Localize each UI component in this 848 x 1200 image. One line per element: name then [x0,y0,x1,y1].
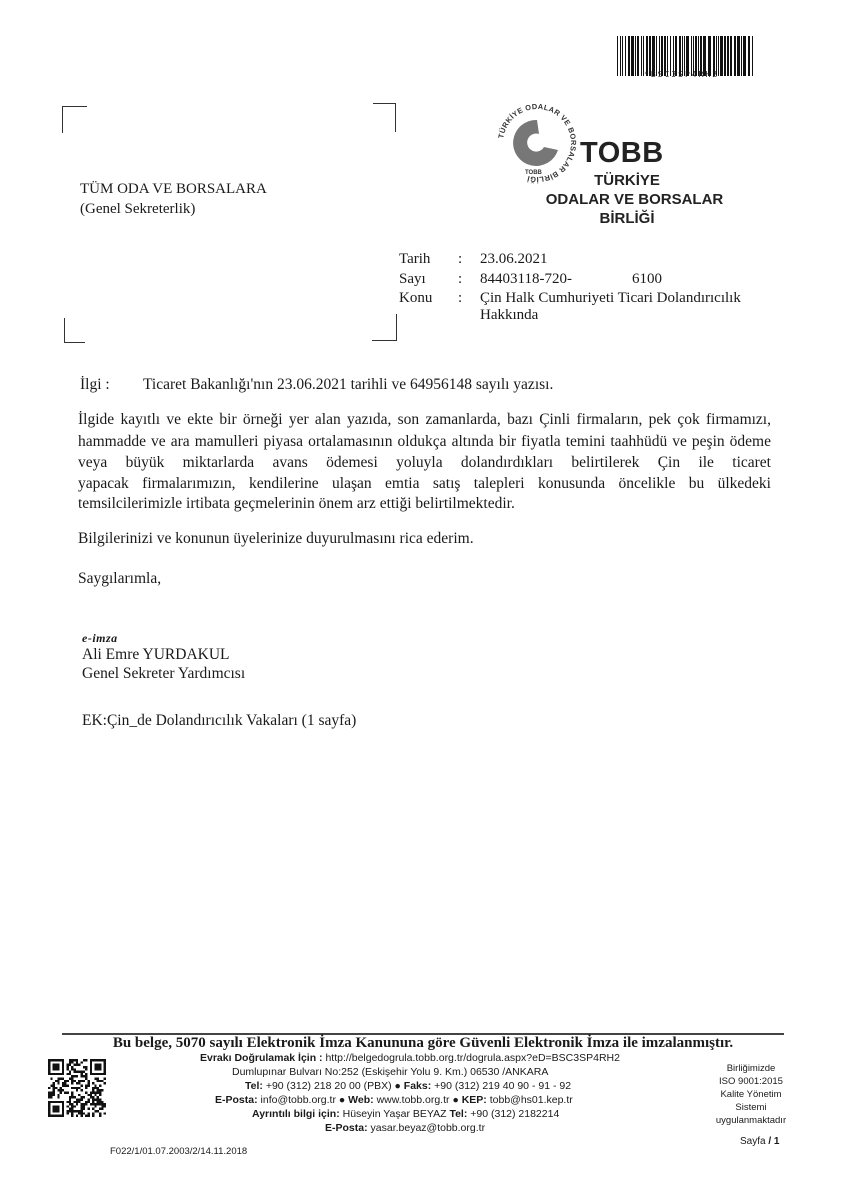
footer-email-value[interactable]: info@tobb.org.tr [260,1094,336,1106]
footer-contact-line [215,1094,573,1106]
paragraph-1-line-4: yapacak firmalarımızın, kendilerine ulaşan emtia satış talepleri konusunda öncelikle bu ülkedeki [78,475,771,492]
addressee-line-1: TÜM ODA VE BORSALARA [80,181,267,197]
footer-tel-label: Tel: [245,1080,263,1092]
footer-info-email-value[interactable]: yasar.beyaz@tobb.org.tr [370,1122,486,1134]
footer-verify-line [200,1052,620,1064]
footer-info-value: Hüseyin Yaşar BEYAZ [342,1108,447,1120]
signer-title: Genel Sekreter Yardımcısı [82,665,246,682]
tarih-colon: : [458,251,463,267]
logo-line-1: TÜRKİYE [594,172,660,189]
footer-signature-notice: Bu belge, 5070 sayılı Elektronik İmza Kanununa göre Güvenli Elektronik İmza ile imzalanmıştır. [112,1035,734,1051]
sayi-number: 6100 [632,271,662,287]
addressee-line-2: (Genel Sekreterlik) [80,201,196,217]
footer-info-line [252,1108,559,1120]
paragraph-1-line-5: temsilcilerimizle irtibata geçmelerinin önem arz ettiği belirtilmektedir. [78,495,515,512]
logo-line-2: ODALAR VE BORSALAR [545,191,724,208]
corner-mark-top-left [62,106,87,133]
footer-bullet: ● [452,1094,459,1106]
paragraph-2: Bilgilerinizi ve konunun üyelerinize duyurulmasını rica ederim. [78,530,474,547]
iso-line-1: Birliğimizde [726,1063,776,1074]
footer-web-value[interactable]: www.tobb.org.tr [376,1094,450,1106]
barcode-text: *BSC3SP4RH2* [644,70,726,79]
seal-ring-text: TÜRKİYE ODALAR VE BORSALAR BİRLİĞİ [496,101,579,185]
footer-phone-line [245,1080,571,1092]
sayi-value: 84403118-720- [480,271,572,287]
attachment-line: EK:Çin_de Dolandırıcılık Vakaları (1 sayfa) [82,712,357,729]
iso-line-4: Sistemi [735,1102,767,1113]
sayi-label: Sayı [399,271,426,287]
e-imza-mark: e-imza [82,631,118,645]
signer-name: Ali Emre YURDAKUL [82,646,230,663]
sayi-colon: : [458,271,463,287]
footer-fax-value: +90 (312) 219 40 90 - 91 - 92 [434,1080,572,1092]
tobb-seal-logo [492,98,582,188]
closing: Saygılarımla, [78,570,162,587]
seal-small-text: TOBB [525,170,542,176]
corner-mark-top-right [373,103,396,132]
footer-kep-value[interactable]: tobb@hs01.kep.tr [489,1094,573,1106]
footer-fax-label: Faks: [403,1080,432,1092]
ilgi-text: Ticaret Bakanlığı'nın 23.06.2021 tarihli ve 64956148 sayılı yazısı. [143,376,554,393]
footer-bullet: ● [338,1094,346,1106]
footer-tel-value: +90 (312) 218 20 00 (PBX) [265,1080,392,1092]
iso-line-2: ISO 9001:2015 [719,1076,783,1087]
iso-line-3: Kalite Yönetim [720,1089,782,1100]
footer-kep-label: KEP: [461,1094,487,1106]
paragraph-1-line-1: İlgide kayıtlı ve ekte bir örneği yer alan yazıda, son zamanlarda, bazı Çinli firmaların, pek çok firmamızı, [78,411,771,428]
logo-line-3: BİRLİĞİ [599,210,655,227]
iso-line-5: uygulanmaktadır [715,1115,787,1126]
konu-value-line-1: Çin Halk Cumhuriyeti Ticari Dolandırıcılık [480,290,741,306]
footer-info-tel-label: Tel: [449,1108,468,1120]
corner-mark-bottom-right [372,314,397,341]
footer-info-tel-value: +90 (312) 2182214 [470,1108,560,1120]
footer-verify-label: Evrakı Doğrulamak İçin : [200,1052,323,1064]
logo-title: TOBB [580,137,664,169]
konu-label: Konu [399,290,433,306]
footer-email-label: E-Posta: [215,1094,258,1106]
page-value: / 1 [768,1136,780,1147]
tarih-value: 23.06.2021 [480,251,548,267]
page-indicator [740,1136,779,1147]
footer-verify-url[interactable]: http://belgedogrula.tobb.org.tr/dogrula.aspx?eD=BSC3SP4RH2 [325,1052,620,1064]
tarih-label: Tarih [399,251,431,267]
paragraph-1-line-2: hammadde ve ara mamulleri piyasa ortalamasının oldukça altında bir fiyatla temini taahhüdü ve peşin ödeme [78,433,771,450]
konu-colon: : [458,290,463,306]
footer-info-email-line [325,1122,485,1134]
footer-info-email-label: E-Posta: [325,1122,368,1134]
corner-mark-bottom-left [64,318,85,343]
page-label: Sayfa [740,1136,766,1147]
qr-code [48,1059,106,1117]
footer-info-label: Ayrıntılı bilgi için: [252,1108,340,1120]
konu-value-line-2: Hakkında [480,307,539,323]
footer-web-label: Web: [348,1094,374,1106]
footer-bullet: ● [394,1080,401,1092]
footer-address: Dumlupınar Bulvarı No:252 (Eskişehir Yolu 9. Km.) 06530 /ANKARA [232,1066,549,1078]
paragraph-1-line-3: veya büyük miktarlarda avans ödemesi yoluyla dolandırdıkları belirtilerek Çin ile ticaret [78,454,771,471]
form-code: F022/1/01.07.2003/2/14.11.2018 [110,1146,248,1157]
ilgi-label: İlgi : [80,376,110,393]
